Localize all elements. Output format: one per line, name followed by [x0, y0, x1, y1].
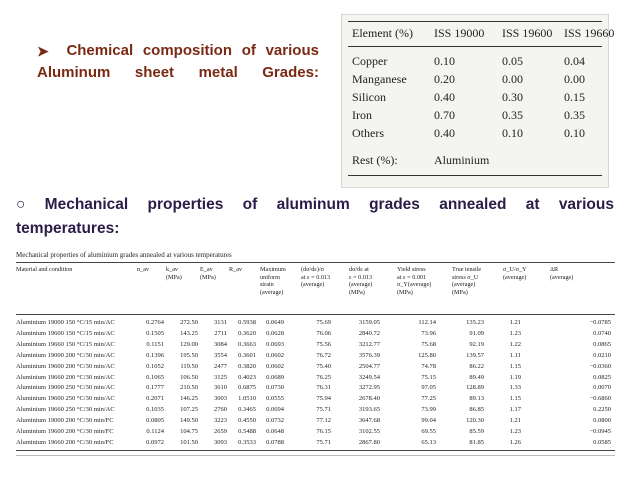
- table-cell: 0.0730: [266, 384, 284, 392]
- column-header-line: (dσ/dε)/σ: [301, 266, 325, 273]
- table-cell: 0.0649: [266, 319, 284, 326]
- table-cell: 81.85: [469, 438, 484, 446]
- table-cell: −0.0945: [589, 428, 611, 435]
- table-cell: 75.15: [421, 373, 436, 381]
- row-label: Aluminium 19600 150 °C/15 min/AC: [16, 329, 115, 337]
- table-cell: 0.30: [502, 90, 523, 104]
- table-cell: 2867.80: [358, 438, 380, 446]
- table-cell: 0.1035: [146, 406, 164, 414]
- heading-word: Aluminum: [37, 64, 111, 81]
- table-cell: 74.78: [421, 362, 436, 370]
- table-cell: 2840.72: [358, 329, 380, 337]
- table-cell: 149.50: [180, 417, 198, 425]
- table-cell: 76.15: [316, 428, 331, 435]
- heading-word: of: [241, 42, 256, 59]
- table-rule: [16, 262, 615, 263]
- table-cell: 0.0740: [593, 329, 611, 337]
- heading-word: various: [558, 196, 614, 213]
- table-cell: 0.0648: [266, 428, 284, 435]
- table-cell: 0.1065: [146, 373, 164, 381]
- table-cell: 0.1052: [146, 362, 164, 370]
- table-cell: 0.0972: [146, 438, 164, 446]
- table-cell: Aluminium: [434, 153, 490, 167]
- table-cell: 0.2071: [146, 395, 164, 403]
- table-cell: 75.71: [316, 438, 331, 446]
- row-label: Aluminium 19000 150 °C/15 min/AC: [16, 319, 115, 326]
- table-cell: 89.13: [469, 395, 484, 403]
- table-cell: 0.1777: [146, 384, 164, 392]
- row-label: Aluminium 19000 200 °C/30 min/FC: [16, 417, 114, 425]
- heading-word: annealed: [439, 196, 507, 213]
- table-row: [342, 54, 608, 74]
- table-cell: 3223: [214, 417, 227, 425]
- table-cell: 75.56: [316, 340, 331, 348]
- table-cell: 0.1505: [146, 329, 164, 337]
- table-cell: 0.04: [564, 54, 585, 68]
- table-rule: [348, 21, 602, 22]
- table-cell: 143.25: [180, 329, 198, 337]
- table-cell: 101.50: [180, 438, 198, 446]
- column-header-line: stress σ_U: [452, 273, 479, 281]
- column-header-line: R_av: [229, 266, 243, 273]
- column-header-line: (average): [349, 281, 373, 289]
- table-cell: 89.49: [469, 373, 484, 381]
- table-cell: 0.4550: [238, 417, 256, 425]
- table-cell: 3249.54: [358, 373, 380, 381]
- table-cell: 3159.05: [358, 319, 380, 326]
- column-header-line: (average): [550, 273, 574, 281]
- column-header-line: (average): [301, 281, 325, 289]
- table-cell: 1.0510: [238, 395, 256, 403]
- column-header-line: (average): [260, 288, 284, 296]
- column-header-line: at ε = 0.001: [397, 273, 427, 281]
- column-header: [301, 266, 330, 289]
- mechanical-heading-line2: temperatures:: [16, 220, 120, 237]
- arrow-bullet-icon: ➤: [37, 43, 49, 59]
- table-cell: 0.0805: [146, 417, 164, 425]
- table-cell: 3131: [214, 319, 227, 326]
- table-cell: 1.21: [509, 417, 521, 425]
- table-cell: 2504.77: [358, 362, 380, 370]
- table-cell: −0.6860: [589, 395, 611, 403]
- column-header-line: Yield stress: [397, 266, 426, 273]
- table-cell: 75.71: [316, 406, 331, 414]
- table-cell: 91.09: [469, 329, 484, 337]
- table-cell: 3610: [214, 384, 227, 392]
- table-cell: 2477: [214, 362, 227, 370]
- column-header-line: True tensile: [452, 266, 482, 273]
- table-cell: 3554: [214, 351, 227, 359]
- mechanical-heading: [16, 193, 614, 241]
- table-cell: 1.21: [509, 319, 521, 326]
- table-cell: Manganese: [352, 72, 407, 86]
- table-cell: 135.23: [466, 319, 484, 326]
- row-label: Aluminium 19660 250 °C/30 min/AC: [16, 406, 115, 414]
- table-cell: 0.0825: [593, 373, 611, 381]
- table-cell: 0.0865: [593, 340, 611, 348]
- table-cell: 1.33: [509, 384, 521, 392]
- table-cell: 0.2250: [593, 406, 611, 414]
- table-row: [342, 108, 608, 128]
- heading-word: Chemical: [66, 42, 134, 59]
- table-cell: 0.1151: [146, 340, 164, 348]
- table-cell: 3272.95: [358, 384, 380, 392]
- table-cell: 0.5488: [238, 428, 256, 435]
- column-header-line: (MPa): [166, 273, 182, 281]
- row-label: Aluminium 19660 150 °C/15 min/AC: [16, 340, 115, 348]
- table-cell: 0.40: [434, 90, 455, 104]
- composition-table: [341, 14, 615, 188]
- table-cell: 2760: [214, 406, 227, 414]
- table-rule: [348, 175, 602, 176]
- table-cell: Others: [352, 126, 384, 140]
- table-cell: 73.96: [421, 329, 436, 337]
- heading-word: Mechanical: [44, 196, 129, 213]
- table-cell: 0.10: [434, 54, 455, 68]
- heading-word: sheet: [134, 64, 175, 81]
- table-cell: 75.94: [316, 395, 331, 403]
- table-cell: 0.00: [564, 72, 585, 86]
- table-cell: 3193.65: [358, 406, 380, 414]
- table-cell: 1.22: [509, 340, 521, 348]
- column-header-line: n_av: [137, 266, 150, 273]
- table-rule: [16, 450, 615, 451]
- table-caption: Mechanical properties of aluminium grades annealed at various temperatures: [16, 251, 232, 259]
- table-cell: 86.85: [469, 406, 484, 414]
- table-cell: 125.80: [418, 351, 436, 359]
- composition-heading: [37, 40, 319, 84]
- column-header: [349, 266, 372, 296]
- column-header: [260, 266, 286, 296]
- column-header-line: Maximum: [260, 266, 286, 273]
- table-cell: 119.50: [180, 362, 198, 370]
- table-cell: 0.3533: [238, 438, 256, 446]
- table-cell: 0.0210: [593, 351, 611, 359]
- table-cell: 2711: [214, 329, 227, 337]
- table-cell: 0.35: [564, 108, 585, 122]
- row-label: Aluminium 19000 200 °C/30 min/AC: [16, 351, 115, 359]
- column-header-line: ε = 0.013: [349, 273, 373, 281]
- column-header: [200, 266, 216, 281]
- column-header: [397, 266, 431, 296]
- column-header-line: Material and condition: [16, 266, 73, 273]
- column-header: [503, 266, 527, 281]
- table-cell: 0.0788: [266, 438, 284, 446]
- table-cell: 210.50: [180, 384, 198, 392]
- table-cell: 107.25: [180, 406, 198, 414]
- table-cell: 3003: [214, 395, 227, 403]
- table-cell: 0.00: [502, 72, 523, 86]
- column-header: [137, 266, 149, 274]
- table-cell: 76.25: [316, 373, 331, 381]
- table-rule: [348, 46, 602, 47]
- table-cell: 75.69: [316, 319, 331, 326]
- header-cell: ISS 19600: [502, 26, 553, 40]
- header-cell: ISS 19660: [564, 26, 615, 40]
- table-cell: 1.19: [509, 373, 521, 381]
- row-label: Aluminium 19600 200 °C/30 min/FC: [16, 428, 114, 435]
- column-header: [229, 266, 242, 274]
- column-header-line: (average): [503, 273, 527, 281]
- table-rule: [16, 314, 615, 315]
- table-cell: Silicon: [352, 90, 387, 104]
- table-row: [342, 90, 608, 110]
- table-cell: 0.0555: [266, 395, 284, 403]
- composition-heading-line1: [37, 40, 319, 62]
- table-cell: 1.17: [509, 406, 521, 414]
- table-cell: 1.11: [509, 351, 521, 359]
- table-cell: 3102.55: [358, 428, 380, 435]
- table-cell: 0.0070: [593, 384, 611, 392]
- table-cell: 146.25: [180, 395, 198, 403]
- mechanical-heading-line1: [16, 193, 614, 217]
- table-cell: 76.72: [316, 351, 331, 359]
- table-row: [342, 72, 608, 92]
- table-cell: 0.70: [434, 108, 455, 122]
- table-cell: 0.10: [502, 126, 523, 140]
- table-cell: 76.06: [316, 329, 331, 337]
- table-cell: 75.40: [316, 362, 331, 370]
- table-cell: 76.31: [316, 384, 331, 392]
- heading-word: Grades:: [262, 64, 319, 81]
- table-cell: 0.35: [502, 108, 523, 122]
- table-cell: 77.12: [316, 417, 331, 425]
- table-cell: 73.99: [421, 406, 436, 414]
- table-cell: 0.3620: [238, 329, 256, 337]
- column-header-line: σ_Y(average): [397, 281, 432, 289]
- row-label: Aluminium 19600 200 °C/30 min/AC: [16, 362, 115, 370]
- table-cell: 0.0689: [266, 373, 284, 381]
- column-header-line: E_av: [200, 266, 213, 273]
- table-cell: 65.13: [421, 438, 436, 446]
- heading-word: composition: [142, 42, 233, 59]
- column-header-line: (MPa): [200, 273, 216, 281]
- table-cell: 1.23: [509, 428, 521, 435]
- heading-word: metal: [198, 64, 238, 81]
- table-cell: 106.50: [180, 373, 198, 381]
- page-divider: [16, 455, 615, 456]
- table-cell: 0.1124: [146, 428, 164, 435]
- table-cell: 0.0602: [266, 351, 284, 359]
- column-header-line: strain: [260, 281, 274, 289]
- column-header: [452, 266, 481, 296]
- table-cell: 128.89: [466, 384, 484, 392]
- heading-word: at: [525, 196, 540, 213]
- header-cell: ISS 19000: [434, 26, 485, 40]
- column-header-line: (MPa): [397, 288, 413, 296]
- circle-bullet-icon: ○: [16, 196, 26, 213]
- table-cell: Rest (%):: [352, 153, 398, 167]
- table-cell: 0.0800: [593, 417, 611, 425]
- table-cell: Iron: [352, 108, 372, 122]
- table-cell: 69.55: [421, 428, 436, 435]
- table-cell: 129.00: [180, 340, 198, 348]
- column-header: [16, 266, 72, 274]
- column-header-line: σ_U/σ_Y: [503, 266, 527, 273]
- table-cell: 75.68: [421, 340, 436, 348]
- table-cell: 2678.40: [358, 395, 380, 403]
- composition-heading-line2: [37, 62, 319, 84]
- table-cell: 0.3663: [238, 340, 256, 348]
- table-cell: 139.57: [466, 351, 484, 359]
- table-cell: 99.04: [421, 417, 436, 425]
- table-cell: 112.14: [418, 319, 436, 326]
- table-cell: 0.05: [502, 54, 523, 68]
- heading-word: grades: [369, 196, 420, 213]
- table-cell: 195.50: [180, 351, 198, 359]
- table-cell: 97.05: [421, 384, 436, 392]
- table-cell: 0.5938: [238, 319, 256, 326]
- composition-header-row: [342, 26, 615, 46]
- heading-word: aluminum: [276, 196, 350, 213]
- table-cell: 0.6875: [238, 384, 256, 392]
- table-cell: 0.0693: [266, 340, 284, 348]
- table-cell: 3093: [214, 438, 227, 446]
- table-cell: 85.59: [469, 428, 484, 435]
- table-cell: 86.22: [469, 362, 484, 370]
- table-cell: 0.20: [434, 72, 455, 86]
- table-cell: −0.0360: [589, 362, 611, 370]
- table-cell: 0.15: [564, 90, 585, 104]
- column-header: [550, 266, 573, 281]
- table-cell: 104.75: [180, 428, 198, 435]
- table-cell: 0.0694: [266, 406, 284, 414]
- heading-word: of: [242, 196, 258, 213]
- table-cell: 0.0628: [266, 329, 284, 337]
- table-cell: 3647.68: [358, 417, 380, 425]
- table-cell: 0.0602: [266, 362, 284, 370]
- heading-word: various: [265, 42, 319, 59]
- table-cell: 0.40: [434, 126, 455, 140]
- table-cell: 0.3465: [238, 406, 256, 414]
- column-header-line: ΔR: [550, 266, 559, 273]
- row-label: Aluminium 19660 200 °C/30 min/AC: [16, 373, 115, 381]
- table-cell: 0.0732: [266, 417, 284, 425]
- column-header-line: dσ/dε at: [349, 266, 369, 273]
- table-cell: 0.10: [564, 126, 585, 140]
- column-header-line: (average): [452, 281, 476, 289]
- column-header-line: (MPa): [452, 288, 468, 296]
- table-cell: 0.3601: [238, 351, 256, 359]
- column-header-line: k_av: [166, 266, 179, 273]
- table-cell: 0.2764: [146, 319, 164, 326]
- row-label: Aluminium 19000 250 °C/30 min/AC: [16, 384, 115, 392]
- column-header: [166, 266, 182, 281]
- table-cell: 3576.39: [358, 351, 380, 359]
- table-cell: 92.19: [469, 340, 484, 348]
- table-cell: 0.0585: [593, 438, 611, 446]
- rest-row: [342, 153, 608, 173]
- heading-word: properties: [147, 196, 224, 213]
- table-cell: 272.50: [180, 319, 198, 326]
- column-header-line: at ε = 0.013: [301, 273, 331, 281]
- table-cell: Copper: [352, 54, 388, 68]
- table-cell: 0.1396: [146, 351, 164, 359]
- table-cell: 120.30: [466, 417, 484, 425]
- column-header-line: (MPa): [349, 288, 365, 296]
- table-cell: 3084: [214, 340, 227, 348]
- table-cell: 0.3820: [238, 362, 256, 370]
- row-label: Aluminium 19600 250 °C/30 min/AC: [16, 395, 115, 403]
- header-cell: Element (%): [352, 26, 413, 40]
- table-cell: 1.23: [509, 329, 521, 337]
- table-cell: 3212.77: [358, 340, 380, 348]
- row-label: Aluminium 19660 200 °C/30 min/FC: [16, 438, 114, 446]
- table-cell: −0.0785: [589, 319, 611, 326]
- mechanical-properties-table: [16, 247, 615, 451]
- table-cell: 2659: [214, 428, 227, 435]
- table-row: [342, 126, 608, 146]
- table-cell: 0.4023: [238, 373, 256, 381]
- table-cell: 77.25: [421, 395, 436, 403]
- column-header-line: uniform: [260, 273, 280, 281]
- table-cell: 1.15: [509, 395, 521, 403]
- table-cell: 3125: [214, 373, 227, 381]
- table-cell: 1.26: [509, 438, 521, 446]
- table-cell: 1.15: [509, 362, 521, 370]
